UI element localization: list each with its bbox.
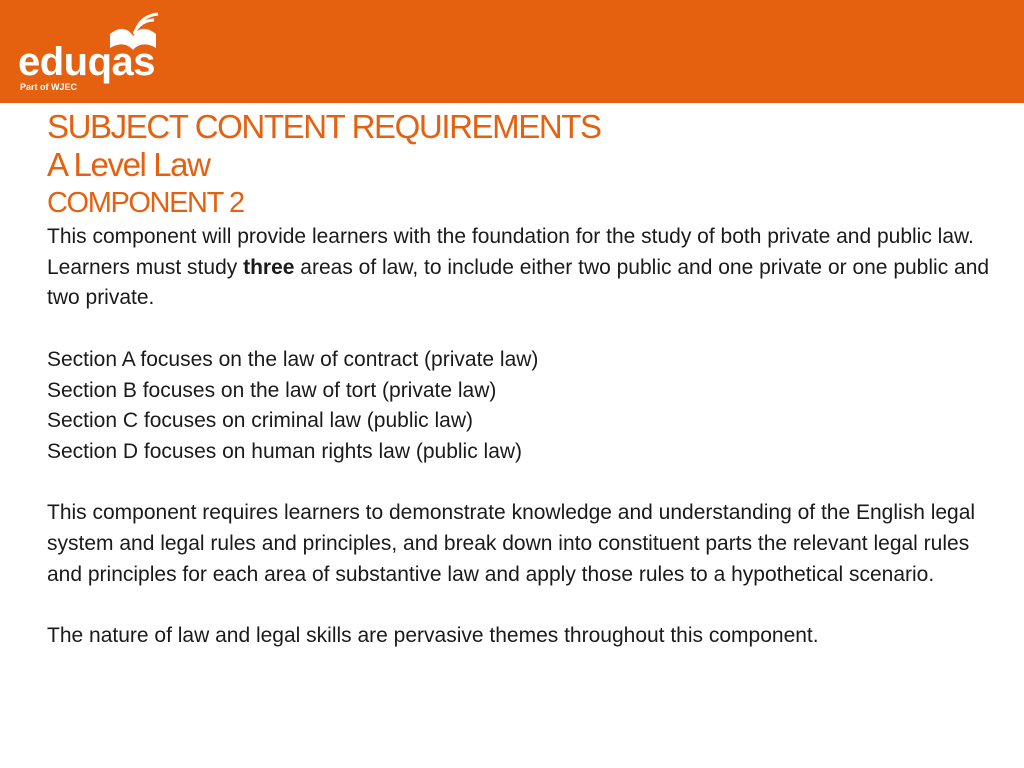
section-a-line: Section A focuses on the law of contract (private law) <box>47 347 539 371</box>
intro-emphasis: three <box>243 255 295 279</box>
intro-text-start: This component will provide learners with the foundation for the study of both private and public law. Learners must study <box>47 225 974 279</box>
logo-subtitle: Part of WJEC <box>20 82 78 92</box>
eduqas-logo <box>18 12 168 92</box>
intro-paragraph <box>47 222 997 314</box>
page-title: SUBJECT CONTENT REQUIREMENTS <box>47 108 601 145</box>
header-banner <box>0 0 1024 103</box>
requirements-paragraph: This component requires learners to demonstrate knowledge and understanding of the English legal system and legal rules and principles, and break down into constituent parts the relevant legal rules and principles for each area of substantive law and apply those rules to a hypothetical scenario. <box>47 501 976 586</box>
spacer <box>47 314 997 345</box>
component-title: COMPONENT 2 <box>47 187 244 219</box>
spacer <box>47 590 997 621</box>
themes-paragraph: The nature of law and legal skills are pervasive themes throughout this component. <box>47 624 819 648</box>
spacer <box>47 468 997 499</box>
intro-text-end: areas of law, to include either two public and one private or one public and two private. <box>47 255 990 310</box>
section-b-line: Section B focuses on the law of tort (private law) <box>47 378 497 402</box>
section-d-line: Section D focuses on human rights law (public law) <box>47 439 523 463</box>
section-c-line: Section C focuses on criminal law (public law) <box>47 409 473 433</box>
course-title: A Level Law <box>47 146 210 183</box>
logo-wordmark: eduqas <box>18 40 156 84</box>
slide-content <box>47 108 997 652</box>
